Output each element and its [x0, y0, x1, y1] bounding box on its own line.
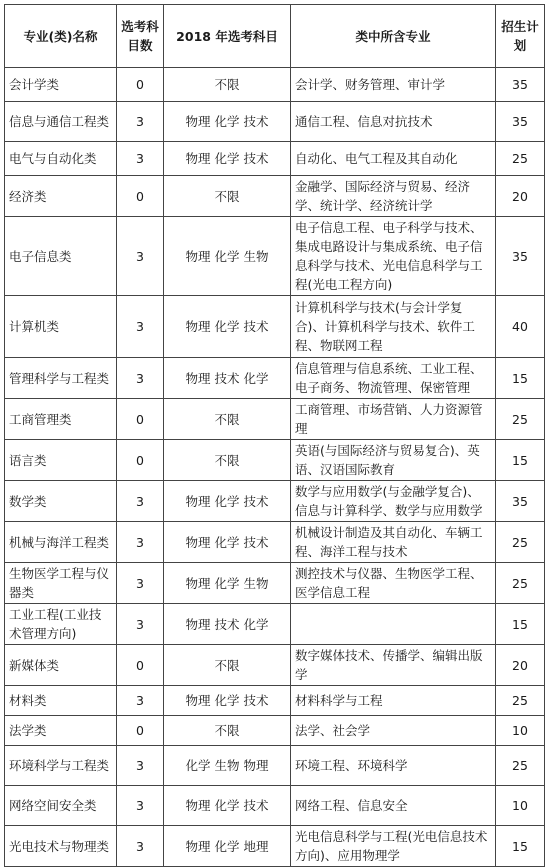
table-row [5, 176, 545, 217]
table-header-row [5, 5, 545, 68]
cell-included-majors: 网络工程、信息安全 [291, 786, 496, 826]
table-row [5, 716, 545, 746]
cell-subjects: 不限 [164, 176, 291, 217]
cell-subject-count: 0 [117, 716, 164, 746]
cell-subject-count: 3 [117, 142, 164, 176]
cell-subject-count: 3 [117, 563, 164, 604]
cell-subjects: 物理 化学 技术 [164, 786, 291, 826]
cell-subjects: 物理 化学 技术 [164, 686, 291, 716]
cell-subject-count: 3 [117, 481, 164, 522]
cell-enrollment-plan: 25 [496, 746, 545, 786]
cell-included-majors: 金融学、国际经济与贸易、经济学、统计学、经济统计学 [291, 176, 496, 217]
cell-included-majors: 环境工程、环境科学 [291, 746, 496, 786]
cell-major: 计算机类 [5, 296, 117, 358]
cell-enrollment-plan: 20 [496, 176, 545, 217]
cell-subjects: 物理 技术 化学 [164, 604, 291, 645]
table-row [5, 481, 545, 522]
cell-major: 工商管理类 [5, 399, 117, 440]
cell-included-majors: 英语(与国际经济与贸易复合)、英语、汉语国际教育 [291, 440, 496, 481]
cell-enrollment-plan: 15 [496, 358, 545, 399]
cell-subjects: 物理 化学 生物 [164, 217, 291, 296]
cell-included-majors: 信息管理与信息系统、工业工程、电子商务、物流管理、保密管理 [291, 358, 496, 399]
table-row [5, 217, 545, 296]
cell-enrollment-plan: 15 [496, 440, 545, 481]
cell-enrollment-plan: 25 [496, 399, 545, 440]
table-row [5, 296, 545, 358]
cell-subject-count: 3 [117, 522, 164, 563]
cell-subjects: 物理 化学 技术 [164, 522, 291, 563]
cell-subjects: 不限 [164, 399, 291, 440]
cell-enrollment-plan: 10 [496, 716, 545, 746]
cell-subject-count: 0 [117, 399, 164, 440]
cell-enrollment-plan: 15 [496, 826, 545, 867]
cell-subject-count: 3 [117, 686, 164, 716]
cell-major: 数学类 [5, 481, 117, 522]
cell-enrollment-plan: 25 [496, 522, 545, 563]
cell-subjects: 不限 [164, 716, 291, 746]
cell-subject-count: 0 [117, 440, 164, 481]
cell-included-majors: 自动化、电气工程及其自动化 [291, 142, 496, 176]
cell-major: 信息与通信工程类 [5, 102, 117, 142]
table-body [5, 68, 545, 867]
cell-subject-count: 0 [117, 645, 164, 686]
cell-subjects: 物理 技术 化学 [164, 358, 291, 399]
cell-subject-count: 3 [117, 358, 164, 399]
cell-subjects: 化学 生物 物理 [164, 746, 291, 786]
cell-major: 光电技术与物理类 [5, 826, 117, 867]
cell-subjects: 不限 [164, 645, 291, 686]
cell-subject-count: 0 [117, 176, 164, 217]
cell-major: 电气与自动化类 [5, 142, 117, 176]
cell-included-majors: 机械设计制造及其自动化、车辆工程、海洋工程与技术 [291, 522, 496, 563]
cell-subjects: 物理 化学 地理 [164, 826, 291, 867]
header-subject-count: 选考科目数 [117, 5, 164, 68]
cell-subjects: 物理 化学 技术 [164, 102, 291, 142]
cell-subject-count: 0 [117, 68, 164, 102]
cell-subject-count: 3 [117, 217, 164, 296]
cell-included-majors: 数字媒体技术、传播学、编辑出版学 [291, 645, 496, 686]
cell-subject-count: 3 [117, 604, 164, 645]
cell-subjects: 物理 化学 技术 [164, 296, 291, 358]
table-row [5, 102, 545, 142]
cell-major: 电子信息类 [5, 217, 117, 296]
table-row [5, 563, 545, 604]
table-row [5, 68, 545, 102]
cell-included-majors: 工商管理、市场营销、人力资源管理 [291, 399, 496, 440]
cell-enrollment-plan: 35 [496, 217, 545, 296]
cell-subject-count: 3 [117, 786, 164, 826]
cell-subject-count: 3 [117, 102, 164, 142]
cell-subjects: 物理 化学 技术 [164, 481, 291, 522]
cell-included-majors: 光电信息科学与工程(光电信息技术方向)、应用物理学 [291, 826, 496, 867]
table-row [5, 142, 545, 176]
cell-included-majors: 会计学、财务管理、审计学 [291, 68, 496, 102]
cell-included-majors: 测控技术与仪器、生物医学工程、医学信息工程 [291, 563, 496, 604]
table-row [5, 786, 545, 826]
table-row [5, 645, 545, 686]
cell-enrollment-plan: 25 [496, 563, 545, 604]
table-row [5, 399, 545, 440]
cell-major: 工业工程(工业技术管理方向) [5, 604, 117, 645]
cell-major: 语言类 [5, 440, 117, 481]
table-row [5, 522, 545, 563]
table-row [5, 358, 545, 399]
table-row [5, 686, 545, 716]
cell-included-majors: 数学与应用数学(与金融学复合)、信息与计算科学、数学与应用数学 [291, 481, 496, 522]
cell-subjects: 物理 化学 生物 [164, 563, 291, 604]
cell-included-majors: 电子信息工程、电子科学与技术、集成电路设计与集成系统、电子信息科学与技术、光电信息科学与工程(光电工程方向) [291, 217, 496, 296]
cell-enrollment-plan: 40 [496, 296, 545, 358]
header-major: 专业(类)名称 [5, 5, 117, 68]
cell-included-majors: 法学、社会学 [291, 716, 496, 746]
table-row [5, 746, 545, 786]
cell-enrollment-plan: 15 [496, 604, 545, 645]
cell-major: 管理科学与工程类 [5, 358, 117, 399]
cell-major: 机械与海洋工程类 [5, 522, 117, 563]
cell-included-majors [291, 604, 496, 645]
cell-subjects: 不限 [164, 68, 291, 102]
cell-enrollment-plan: 35 [496, 102, 545, 142]
cell-subjects: 不限 [164, 440, 291, 481]
header-subjects: 2018 年选考科目 [164, 5, 291, 68]
cell-major: 会计学类 [5, 68, 117, 102]
cell-major: 法学类 [5, 716, 117, 746]
cell-subjects: 物理 化学 技术 [164, 142, 291, 176]
header-enrollment-plan: 招生计划 [496, 5, 545, 68]
cell-included-majors: 通信工程、信息对抗技术 [291, 102, 496, 142]
cell-subject-count: 3 [117, 296, 164, 358]
cell-major: 材料类 [5, 686, 117, 716]
cell-enrollment-plan: 10 [496, 786, 545, 826]
cell-enrollment-plan: 35 [496, 68, 545, 102]
table-row [5, 440, 545, 481]
cell-enrollment-plan: 20 [496, 645, 545, 686]
cell-major: 网络空间安全类 [5, 786, 117, 826]
cell-major: 经济类 [5, 176, 117, 217]
admission-table-wrapper [4, 4, 545, 867]
cell-subject-count: 3 [117, 746, 164, 786]
cell-major: 新媒体类 [5, 645, 117, 686]
cell-included-majors: 计算机科学与技术(与会计学复合)、计算机科学与技术、软件工程、物联网工程 [291, 296, 496, 358]
table-row [5, 604, 545, 645]
cell-enrollment-plan: 25 [496, 686, 545, 716]
cell-subject-count: 3 [117, 826, 164, 867]
cell-included-majors: 材料科学与工程 [291, 686, 496, 716]
admission-plan-table [4, 4, 545, 867]
cell-major: 环境科学与工程类 [5, 746, 117, 786]
cell-enrollment-plan: 25 [496, 142, 545, 176]
header-included-majors: 类中所含专业 [291, 5, 496, 68]
cell-major: 生物医学工程与仪器类 [5, 563, 117, 604]
cell-enrollment-plan: 35 [496, 481, 545, 522]
